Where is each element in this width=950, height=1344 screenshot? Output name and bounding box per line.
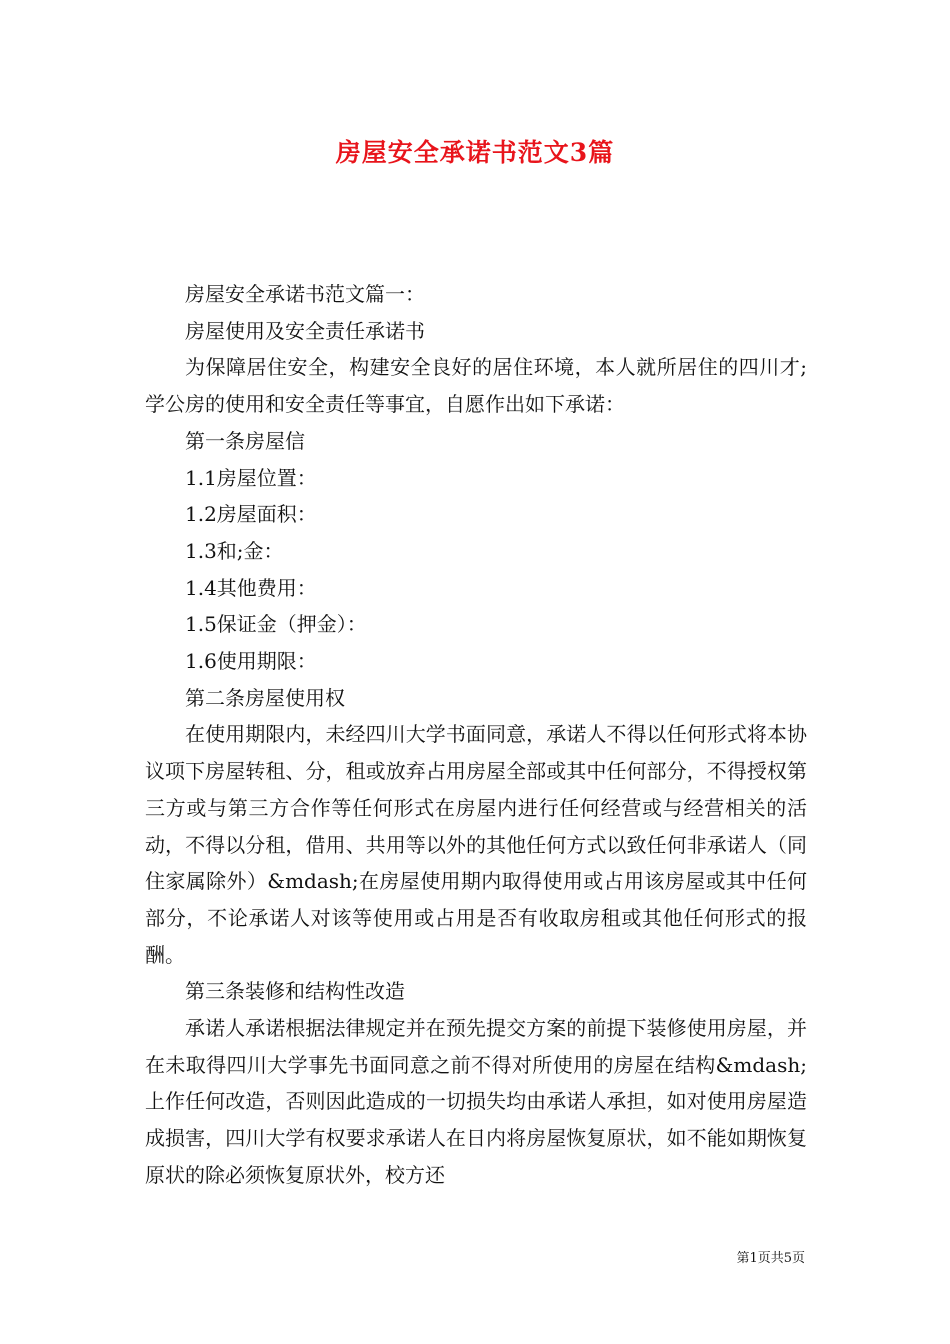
paragraph: 第三条装修和结构性改造 [185, 979, 405, 1004]
paragraph: 承诺人承诺根据法律规定并在预先提交方案的前提下装修使用房屋，并在未取得四川大学事先书面同意之前不得对所使用的房屋在结构&mdash;上作任何改造，否则因此造成的一切损失均由承诺人承担，如对使用房屋造成损害，四川大学有权要求承诺人在日内将房屋恢复原状，如不能如期恢复原状的除必须恢复原状外，校方还 [145, 1016, 807, 1187]
paragraph: 1.6使用期限： [185, 649, 317, 674]
document-body [145, 276, 807, 1194]
page-number: 第1页共5页 [736, 1251, 805, 1266]
paragraph: 1.3和;金： [185, 538, 284, 563]
paragraph: 1.5保证金（押金）： [185, 612, 367, 637]
paragraph: 1.4其他费用： [185, 575, 317, 600]
paragraph: 为保障居住安全，构建安全良好的居住环境，本人就所居住的四川才;学公房的使用和安全责任等事宜，自愿作出如下承诺： [145, 355, 807, 417]
paragraph: 第一条房屋信 [185, 428, 305, 453]
paragraph: 在使用期限内，未经四川大学书面同意，承诺人不得以任何形式将本协议项下房屋转租、分，租或放弃占用房屋全部或其中任何部分，不得授权第三方或与第三方合作等任何形式在房屋内进行任何经营或与经营相关的活动，不得以分租，借用、共用等以外的其他任何方式以致任何非承诺人（同住家属除外）&mdash;在房屋使用期内取得使用或占用该房屋或其中任何部分，不论承诺人对该等使用或占用是否有收取房租或其他任何形式的报酬。 [145, 722, 807, 967]
paragraph: 第二条房屋使用权 [185, 685, 345, 710]
paragraph: 房屋安全承诺书范文篇一： [185, 282, 425, 306]
paragraph: 1.1房屋位置： [185, 465, 317, 490]
paragraph: 房屋使用及安全责任承诺书 [185, 318, 425, 343]
paragraph: 1.2房屋面积： [185, 502, 317, 527]
document-title: 房屋安全承诺书范文3篇 [335, 138, 615, 167]
